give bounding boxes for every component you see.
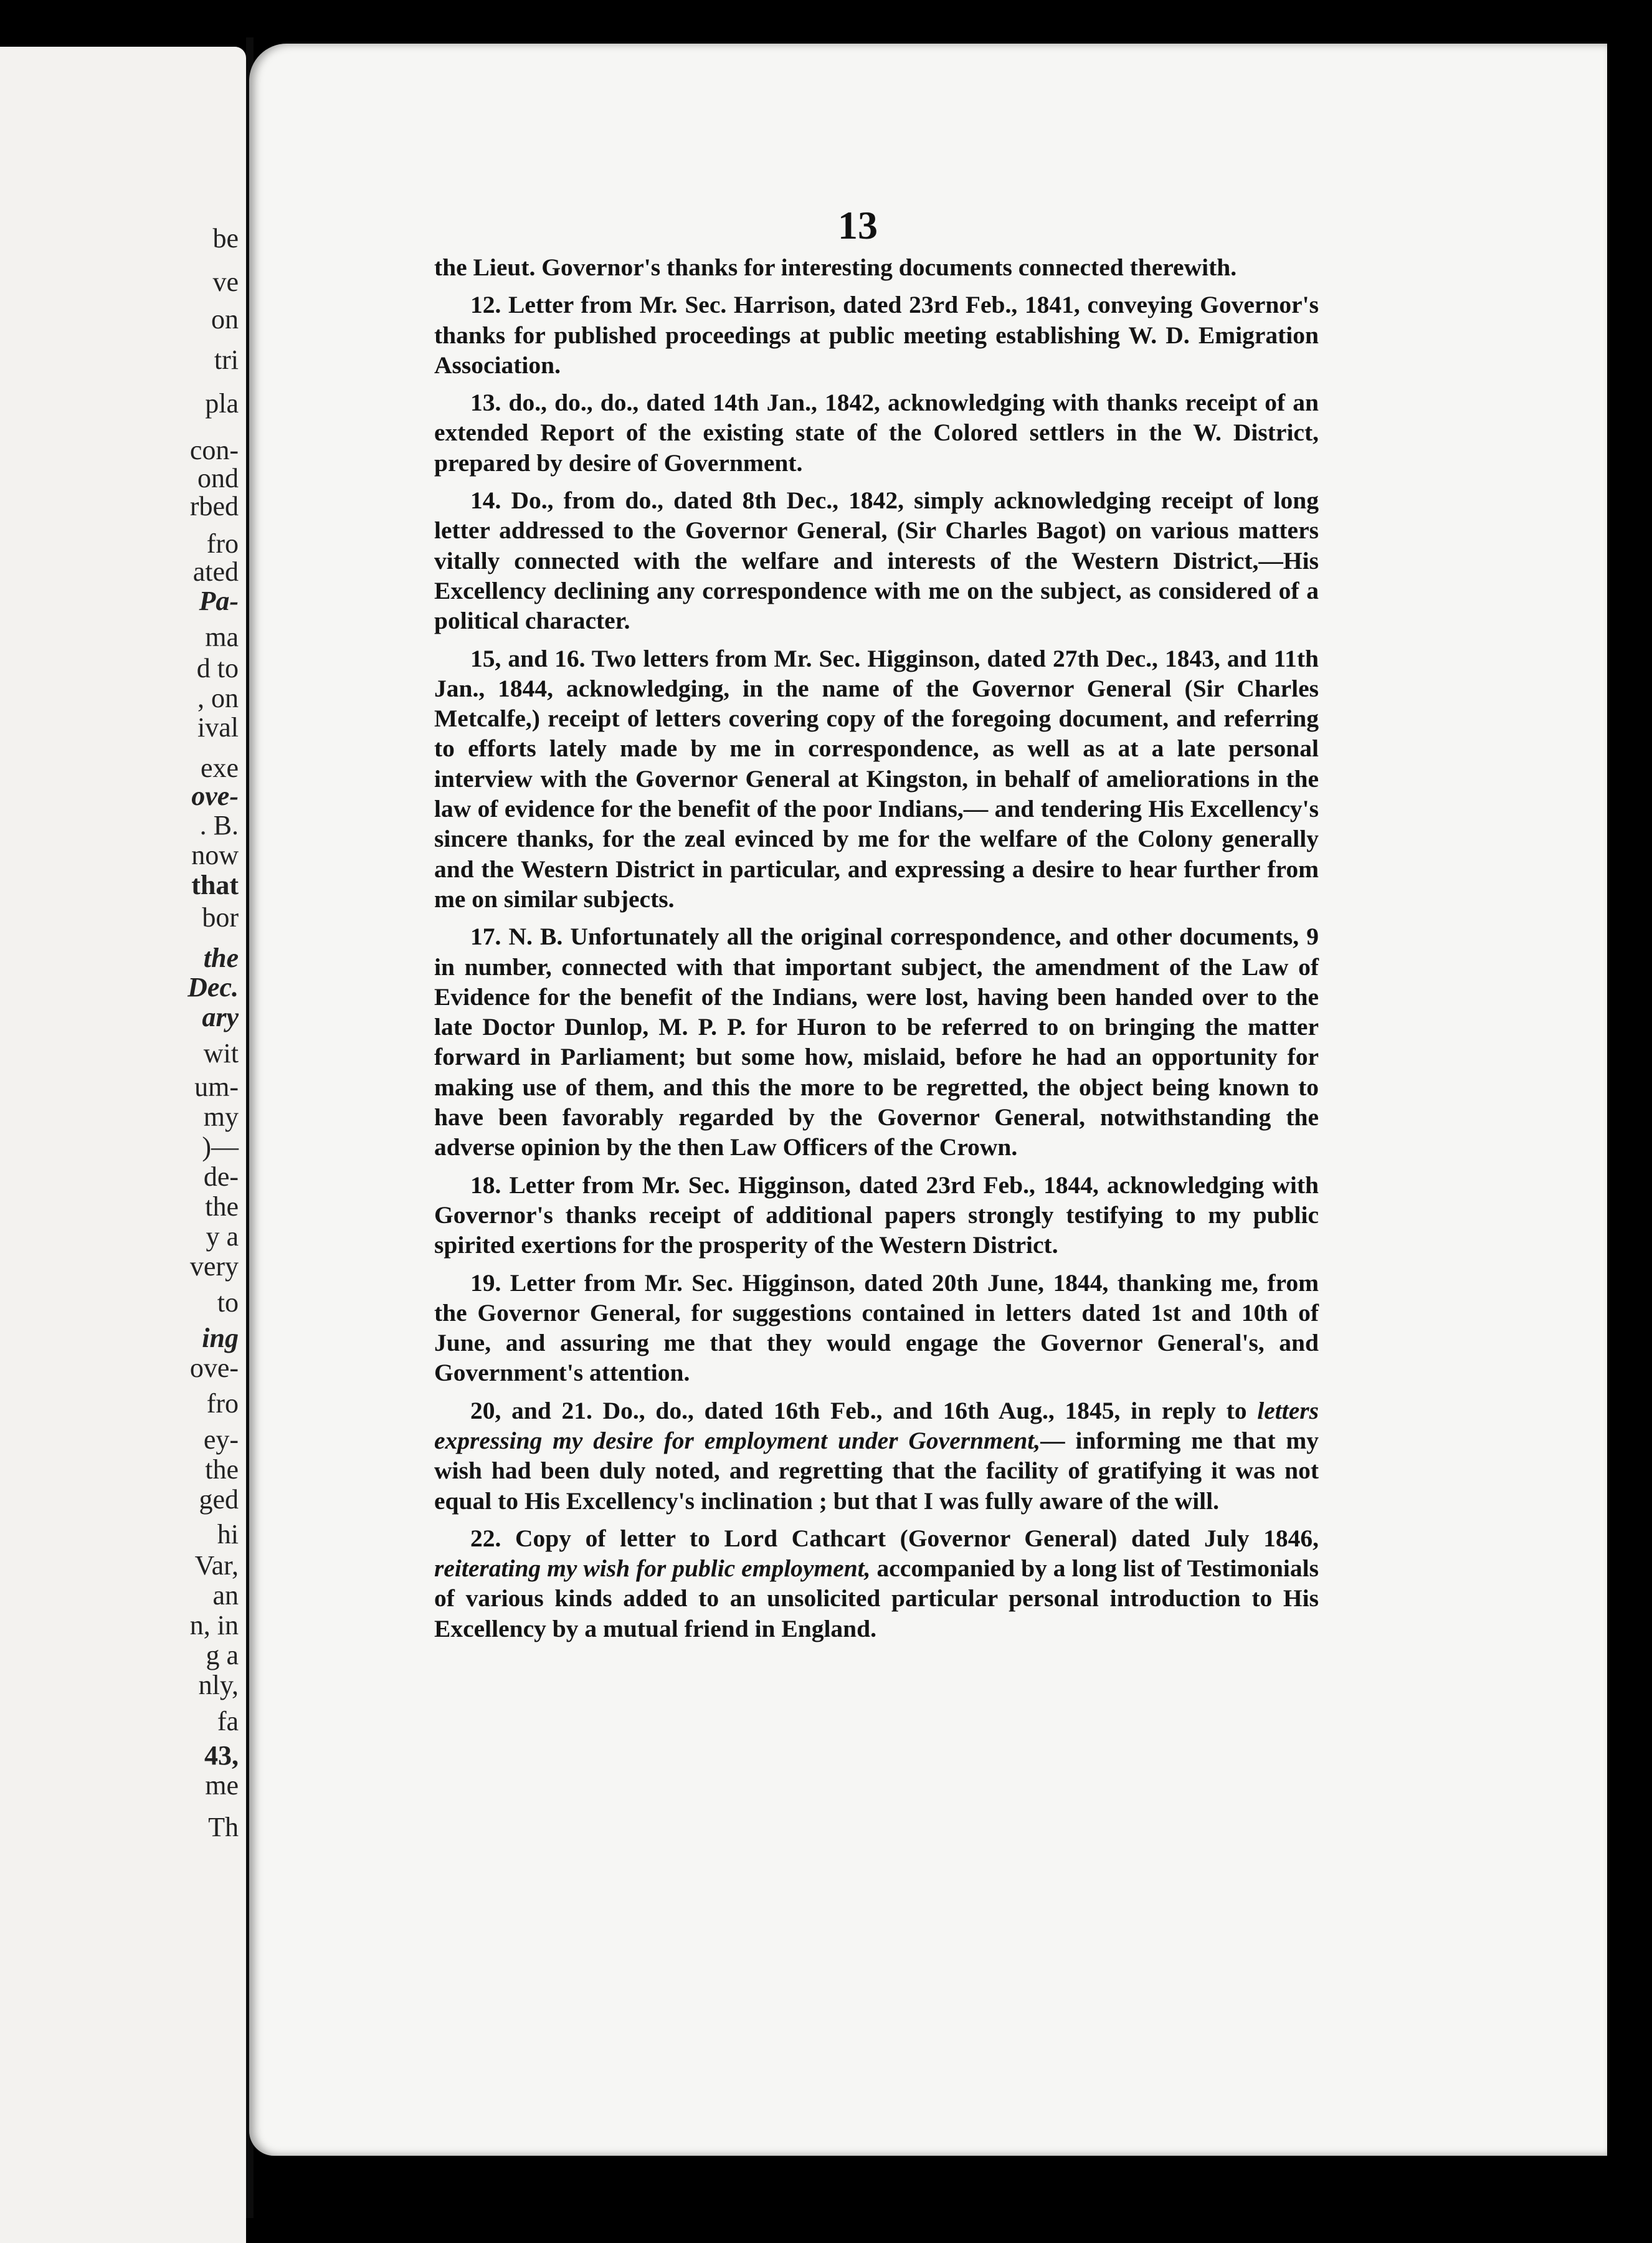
left-page-fragment: fro [206,1388,239,1419]
left-page-fragment: ve [212,267,239,297]
left-page-fragment: d to [196,653,239,683]
left-page-fragment: bor [202,902,239,933]
text-segment: 20, and 21. Do., do., dated 16th Feb., and 16th Aug., 1845, in reply to [470,1396,1258,1424]
left-page-fragment: )— [202,1131,239,1162]
facing-page-left [0,47,246,2243]
left-page-fragment: ey- [203,1424,239,1455]
paragraph [434,388,1319,478]
page-number: 13 [838,203,878,247]
text-segment: the Lieut. Governor's thanks for interesting documents connected therewith. [434,254,1237,281]
left-page-fragment: that [191,870,239,900]
left-page-fragment: now [191,840,239,870]
left-page-fragment: Th [208,1812,239,1842]
left-page-fragment: . B. [199,810,239,841]
text-segment: 14. Do., from do., dated 8th Dec., 1842, simply acknowledging receipt of long letter addressed to the Governor General, (Sir Charles Bagot) on various matters vitally connected with the welfare and interests of the Western District,—His Excellency declining any correspondence with me on the subject, as considered of a political character. [434,487,1319,635]
page-text-block [434,252,1319,1651]
left-page-fragment: ated [192,556,239,587]
text-segment: 18. Letter from Mr. Sec. Higginson, dated 23rd Feb., 1844, acknowledging with Governor's thanks receipt of additional papers strongly testifying to my public spirited exertions for the prosperity of the Western District. [434,1171,1319,1259]
paragraph [434,921,1319,1162]
left-page-fragment: the [205,1454,239,1485]
left-page-fragment: tri [214,345,239,375]
left-page-fragment: g a [206,1640,239,1670]
paragraph [434,485,1319,636]
left-page-fragment: y a [206,1221,239,1252]
left-page-fragment: the [203,943,239,973]
paragraph [434,1170,1319,1260]
left-page-fragment: an [212,1580,239,1611]
left-page-fragment: fa [217,1706,239,1736]
left-page-fragment: Dec. [188,972,239,1002]
left-page-fragment: be [212,223,239,254]
text-segment: — informing me that my wish had been duly noted, and regretting that the facility of gratifying it was not equal to His Excellency's inclination ; but that I was fully aware of the will. [434,1426,1319,1515]
text-segment: 17. N. B. Unfortunately all the original correspondence, and other documents, 9 in number, connected with that important subject, the amendment of the Law of Evidence for the benefit of the Indians, were lost, having been handed over to the late Doctor Dunlop, M. P. P. for Huron to be referred to on bringing the matter forward in Parliament; but some how, mislaid, before he had an opportunity for making use of them, and this the more to be regretted, the object being known to have been favorably regarded by the Governor General, notwithstanding the adverse opinion by the then Law Officers of the Crown. [434,923,1319,1161]
paragraph [434,644,1319,915]
left-page-fragment: ma [205,622,239,652]
left-page-fragment: ond [197,463,239,493]
text-segment: 19. Letter from Mr. Sec. Higginson, dated 20th June, 1844, thanking me, from the Governor General, for suggestions contained in letters dated 1st and 10th of June, and assuring me that they would engage the Governor General's, and Government's attention. [434,1269,1319,1387]
left-page-fragment: 43, [204,1740,239,1771]
paragraph [434,1268,1319,1388]
left-page-fragment: Pa- [199,586,239,616]
italic-text: letters expressing my desire for employment under Government, [434,1396,1319,1454]
paragraph [434,290,1319,380]
left-page-fragment: Var, [194,1550,239,1581]
left-page-fragment: ing [202,1323,239,1353]
left-page-fragment: my [203,1102,239,1132]
left-page-fragment: hi [217,1519,239,1550]
text-segment: 12. Letter from Mr. Sec. Harrison, dated 23rd Feb., 1841, conveying Governor's thanks for published proceedings at public meeting establishing W. D. Emigration Association. [434,291,1319,379]
text-segment: accompanied by a long list of Testimonials of various kinds added to an unsolicited particular personal introduction to His Excellency by a mutual friend in England. [434,1555,1319,1642]
left-page-fragment: n, in [189,1610,239,1641]
text-segment: 15, and 16. Two letters from Mr. Sec. Higginson, dated 27th Dec., 1843, and 11th Jan., 1844, acknowledging, in the name of the Governor General (Sir Charles Metcalfe,) receipt of letters covering copy of the foregoing document, and referring to efforts lately made by me in correspondence, as well as at a late personal interview with the Governor General at Kingston, in behalf of ameliorations in the law of evidence for the benefit of the poor Indians,— and tendering His Excellency's sincere thanks, for the zeal evinced by me for the welfare of the Colony generally and the Western District in particular, and expressing a desire to hear further from me on similar subjects. [434,644,1319,913]
italic-text: reiterating my wish for public employment, [434,1555,871,1583]
left-page-fragment: de- [203,1161,239,1192]
left-page-fragment: ove- [189,1353,239,1383]
left-page-fragment: on [211,304,239,335]
left-page-fragment: , on [197,683,239,713]
left-page-fragment: pla [205,388,239,419]
left-page-fragment: exe [200,753,239,783]
left-page-fragment: um- [194,1072,239,1102]
left-page-fragment: wit [203,1038,239,1069]
left-page-fragment: ove- [191,781,239,811]
left-page-fragment: to [217,1287,239,1318]
left-page-fragment: rbed [189,491,239,521]
text-segment: 13. do., do., do., dated 14th Jan., 1842, acknowledging with thanks receipt of an extended Report of the existing state of the Colored settlers in the W. District, prepared by desire of Government. [434,389,1319,477]
left-page-fragment: me [205,1770,239,1801]
paragraph [434,252,1319,282]
left-page-fragment: nly, [198,1670,239,1700]
left-page-fragment: the [205,1191,239,1222]
left-page-fragment: fro [206,528,239,559]
left-page-fragment: very [189,1251,239,1282]
paragraph [434,1396,1319,1516]
text-segment: 22. Copy of letter to Lord Cathcart (Governor General) dated July 1846, [470,1524,1319,1552]
left-page-fragment: con- [189,435,239,465]
paragraph [434,1523,1319,1644]
left-page-fragment: ival [197,712,239,743]
left-page-fragment: ged [199,1484,239,1515]
left-page-fragment: ary [202,1002,239,1032]
